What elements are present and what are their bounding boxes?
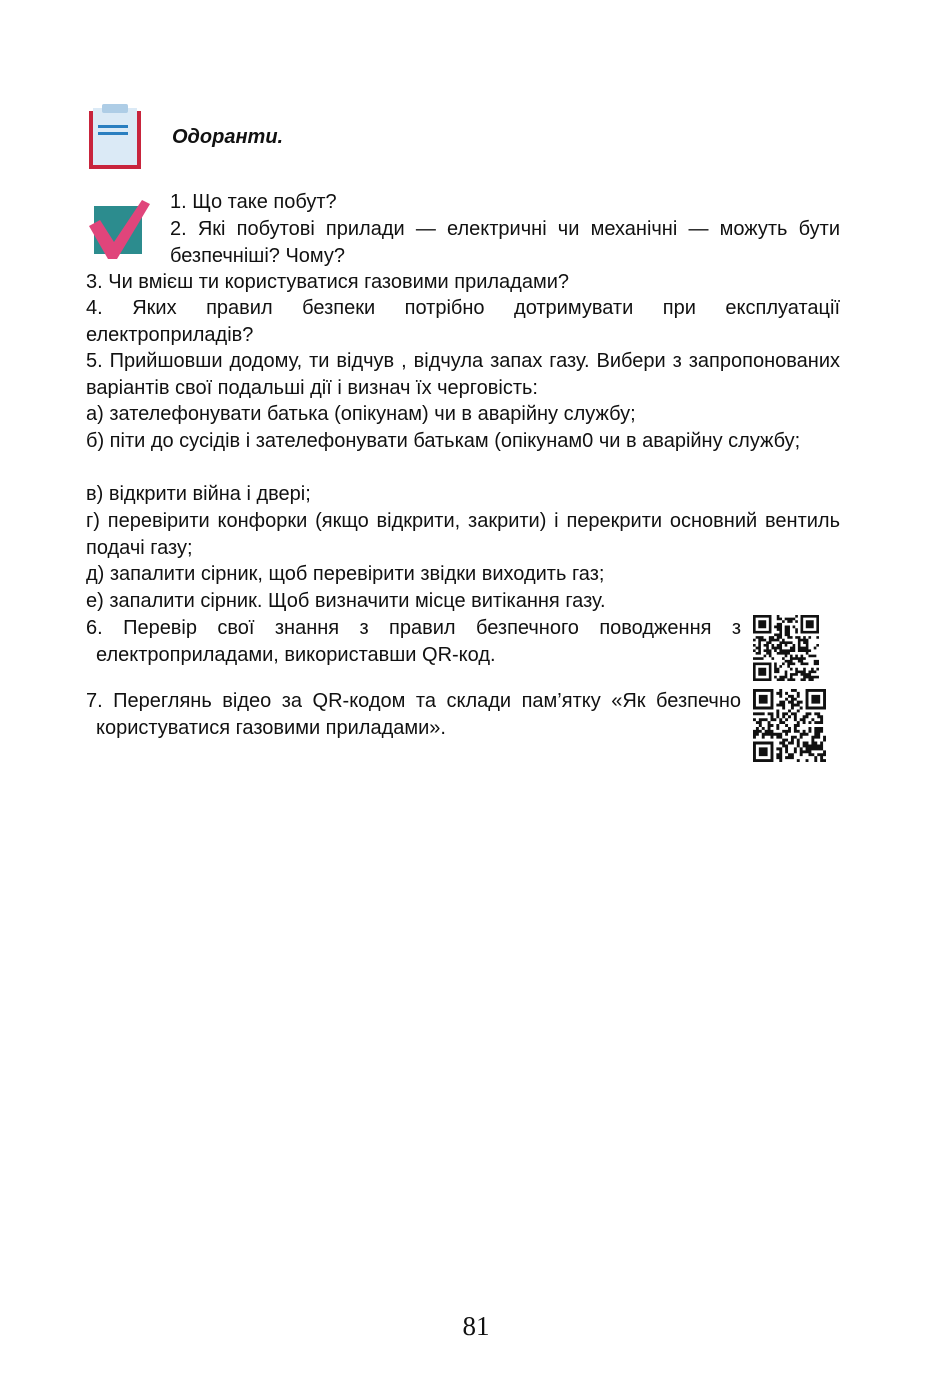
page-number: 81 — [462, 1311, 490, 1341]
qr-code-icon[interactable] — [753, 689, 826, 762]
option-d: д) запалити сірник, щоб перевірити звідки виходить газ; — [86, 563, 605, 585]
option-g: г) перевірити конфорки (якщо відкрити, закрити) і перекрити основний вентиль подачі газу; — [86, 510, 840, 559]
question-7: 7. Переглянь відео за QR-кодом та склади пам’ятку «Як безпечно користуватися газовими приладами». — [86, 690, 741, 739]
term-title: Одоранти. — [172, 126, 284, 148]
question-6: 6. Перевір свої знання з правил безпечного поводження з електроприладами, використавши QR-код. — [86, 617, 741, 666]
notes-clipboard-icon — [88, 104, 142, 170]
qr-code-icon[interactable] — [752, 615, 820, 681]
option-a: а) зателефонувати батька (опікунам) чи в аварійну службу; — [86, 403, 636, 425]
question-4: 4. Яких правил безпеки потрібно дотримувати при експлуатації електроприладів? — [86, 297, 840, 346]
option-e: е) запалити сірник. Щоб визначити місце витікання газу. — [86, 590, 606, 612]
question-2: 2. Які побутові прилади — електричні чи механічні — можуть бути безпечніші? Чому? — [170, 218, 840, 267]
option-v: в) відкрити війна і двері; — [86, 483, 311, 505]
question-3: 3. Чи вмієш ти користуватися газовими приладами? — [86, 271, 570, 293]
option-b: б) піти до сусідів і зателефонувати батькам (опікунам0 чи в аварійну службу; — [86, 430, 801, 452]
question-1: 1. Що таке побут? — [170, 191, 337, 213]
check-mark-icon — [86, 198, 152, 260]
question-5: 5. Прийшовши додому, ти відчув , відчула запах газу. Вибери з запропонованих варіантів свої подальші дії і визнач їх черговість: — [86, 350, 840, 399]
